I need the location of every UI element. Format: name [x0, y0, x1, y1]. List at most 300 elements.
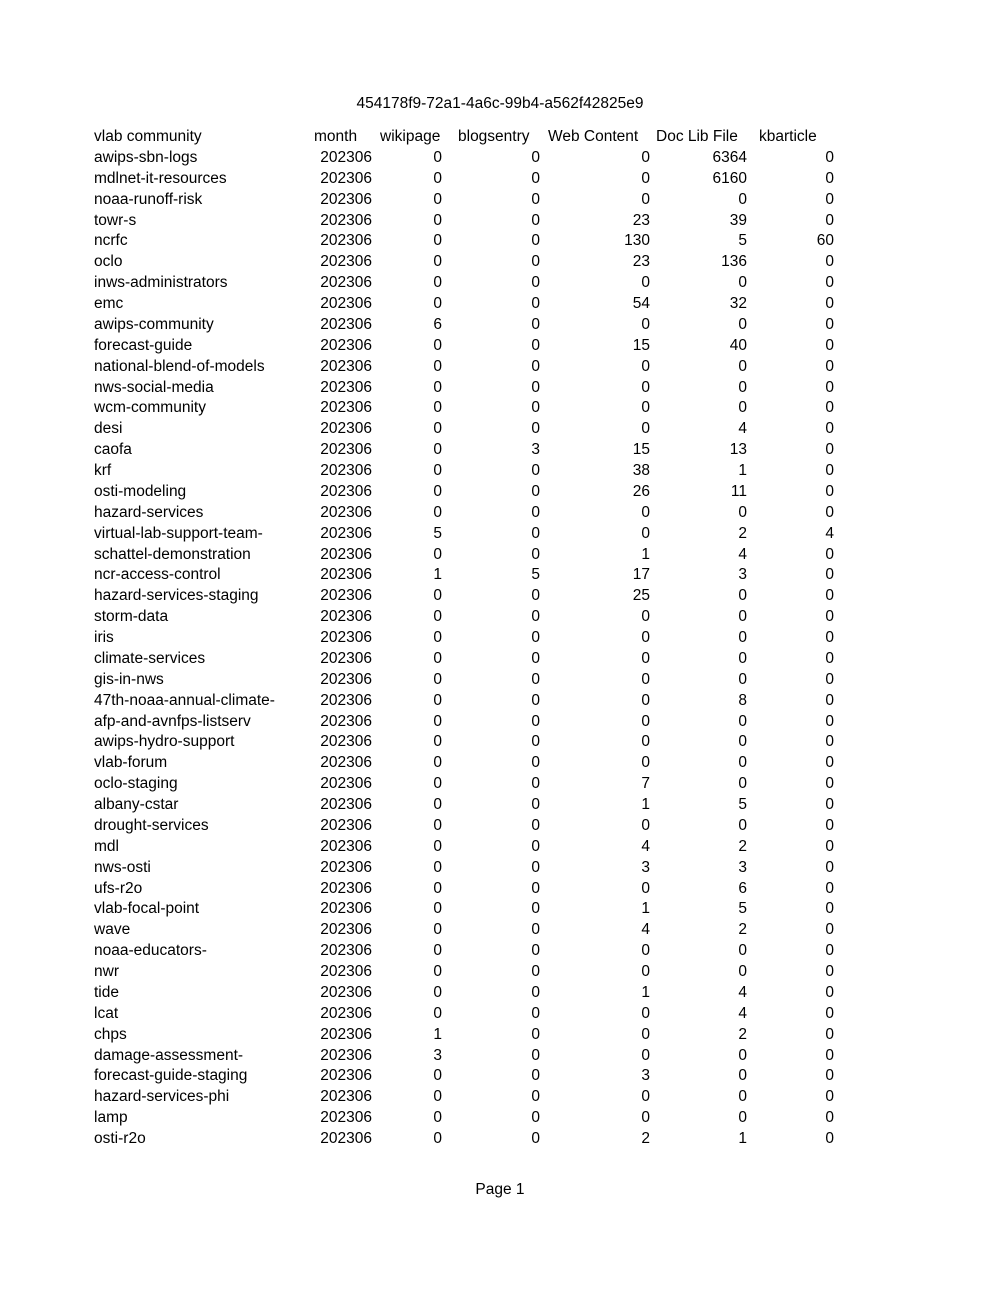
doc-lib-file-cell: 4 [738, 545, 747, 563]
community-cell: mdl [94, 837, 119, 855]
table-row [94, 1108, 834, 1129]
community-cell: hazard-services-staging [94, 587, 259, 605]
web-content-cell: 0 [641, 649, 650, 667]
doc-lib-file-cell: 0 [738, 816, 747, 834]
wikipage-cell: 0 [433, 712, 442, 730]
wikipage-cell: 0 [433, 169, 442, 187]
doc-lib-file-cell: 4 [738, 1004, 747, 1022]
web-content-cell: 25 [632, 587, 650, 605]
wikipage-cell: 0 [433, 148, 442, 166]
table-row [94, 190, 834, 211]
community-cell: ncr-access-control [94, 566, 221, 584]
table-row [94, 482, 834, 503]
table-row [94, 983, 834, 1004]
web-content-cell: 0 [641, 399, 650, 417]
community-cell: ncrfc [94, 232, 128, 250]
blogsentry-cell: 0 [531, 148, 540, 166]
table-row [94, 398, 834, 419]
wikipage-cell: 6 [433, 315, 442, 333]
blogsentry-cell: 0 [531, 545, 540, 563]
wikipage-cell: 0 [433, 921, 442, 939]
table-row [94, 858, 834, 879]
blogsentry-cell: 0 [531, 524, 540, 542]
month-cell: 202306 [320, 712, 372, 730]
community-cell: forecast-guide-staging [94, 1067, 248, 1085]
table-row [94, 273, 834, 294]
community-cell: towr-s [94, 211, 137, 229]
doc-lib-file-cell: 1 [738, 1130, 747, 1147]
table-row [94, 691, 834, 712]
wikipage-cell: 0 [433, 816, 442, 834]
wikipage-cell: 0 [433, 295, 442, 312]
blogsentry-cell: 0 [531, 1130, 540, 1147]
web-content-cell: 54 [632, 295, 650, 312]
blogsentry-cell: 0 [531, 649, 540, 667]
kbarticle-cell: 0 [825, 587, 834, 605]
wikipage-cell: 0 [433, 1088, 442, 1106]
month-cell: 202306 [320, 1025, 372, 1043]
month-cell: 202306 [320, 1130, 372, 1147]
community-cell: lamp [94, 1109, 128, 1127]
kbarticle-cell: 0 [825, 983, 834, 1001]
table-row [94, 899, 834, 920]
community-cell: albany-cstar [94, 796, 179, 813]
wikipage-cell: 0 [433, 733, 442, 751]
wikipage-cell: 0 [433, 754, 442, 772]
web-content-cell: 0 [641, 963, 650, 980]
web-content-cell: 4 [641, 837, 650, 855]
doc-lib-file-cell: 5 [738, 900, 747, 918]
wikipage-cell: 0 [433, 796, 442, 813]
month-cell: 202306 [320, 462, 372, 479]
month-cell: 202306 [320, 775, 372, 793]
blogsentry-cell: 0 [531, 983, 540, 1001]
month-cell: 202306 [320, 148, 372, 166]
blogsentry-cell: 0 [531, 399, 540, 417]
web-content-cell: 0 [641, 357, 650, 375]
month-cell: 202306 [320, 608, 372, 626]
web-content-cell: 23 [632, 253, 650, 271]
web-content-cell: 0 [641, 816, 650, 834]
blogsentry-cell: 0 [531, 274, 540, 292]
blogsentry-cell: 0 [531, 921, 540, 939]
community-cell: drought-services [94, 816, 209, 834]
web-content-cell: 0 [641, 608, 650, 626]
kbarticle-cell: 0 [825, 503, 834, 521]
community-cell: tide [94, 983, 119, 1001]
month-cell: 202306 [320, 441, 372, 459]
blogsentry-cell: 0 [531, 837, 540, 855]
table-row [94, 879, 834, 900]
month-cell: 202306 [320, 545, 372, 563]
kbarticle-cell: 0 [825, 148, 834, 166]
blogsentry-cell: 0 [531, 879, 540, 897]
month-cell: 202306 [320, 420, 372, 438]
doc-lib-file-cell: 0 [738, 1046, 747, 1064]
kbarticle-cell: 0 [825, 796, 834, 813]
month-cell: 202306 [320, 963, 372, 980]
blogsentry-cell: 0 [531, 733, 540, 751]
web-content-cell: 23 [632, 211, 650, 229]
wikipage-cell: 0 [433, 775, 442, 793]
doc-lib-file-cell: 3 [738, 858, 747, 876]
kbarticle-cell: 0 [825, 858, 834, 876]
wikipage-cell: 0 [433, 378, 442, 396]
community-cell: osti-r2o [94, 1130, 146, 1147]
kbarticle-cell: 0 [825, 775, 834, 793]
web-content-cell: 0 [641, 378, 650, 396]
community-cell: caofa [94, 441, 132, 459]
month-cell: 202306 [320, 1109, 372, 1127]
blogsentry-cell: 0 [531, 900, 540, 918]
doc-lib-file-cell: 5 [738, 796, 747, 813]
web-content-cell: 0 [641, 712, 650, 730]
doc-lib-file-cell: 136 [721, 253, 747, 271]
doc-lib-file-cell: 4 [738, 983, 747, 1001]
month-cell: 202306 [320, 754, 372, 772]
table-row [94, 1004, 834, 1025]
month-cell: 202306 [320, 315, 372, 333]
month-cell: 202306 [320, 336, 372, 354]
community-cell: forecast-guide [94, 336, 193, 354]
wikipage-cell: 0 [433, 879, 442, 897]
web-content-cell: 0 [641, 754, 650, 772]
community-cell: oclo-staging [94, 775, 178, 793]
web-content-cell: 0 [641, 691, 650, 709]
community-cell: virtual-lab-support-team- [94, 524, 263, 542]
table-row [94, 1025, 834, 1046]
web-content-cell: 1 [641, 900, 650, 918]
wikipage-cell: 0 [433, 253, 442, 271]
kbarticle-cell: 0 [825, 733, 834, 751]
kbarticle-cell: 0 [825, 1067, 834, 1085]
web-content-cell: 0 [641, 1109, 650, 1127]
kbarticle-cell: 0 [825, 441, 834, 459]
doc-lib-file-cell: 2 [738, 837, 747, 855]
header-wikipage: wikipage [380, 128, 441, 145]
web-content-cell: 0 [641, 274, 650, 292]
blogsentry-cell: 0 [531, 1046, 540, 1064]
web-content-cell: 0 [641, 629, 650, 646]
wikipage-cell: 0 [433, 232, 442, 250]
wikipage-cell: 5 [433, 524, 442, 542]
doc-lib-file-cell: 0 [738, 629, 747, 646]
blogsentry-cell: 0 [531, 858, 540, 876]
blogsentry-cell: 0 [531, 963, 540, 980]
table-row [94, 336, 834, 357]
doc-lib-file-cell: 0 [738, 274, 747, 292]
wikipage-cell: 0 [433, 357, 442, 375]
table-row [94, 1087, 834, 1108]
web-content-cell: 4 [641, 921, 650, 939]
month-cell: 202306 [320, 1004, 372, 1022]
kbarticle-cell: 0 [825, 420, 834, 438]
month-cell: 202306 [320, 211, 372, 229]
community-cell: emc [94, 295, 124, 312]
month-cell: 202306 [320, 796, 372, 813]
blogsentry-cell: 0 [531, 336, 540, 354]
kbarticle-cell: 0 [825, 566, 834, 584]
kbarticle-cell: 0 [825, 1088, 834, 1106]
kbarticle-cell: 0 [825, 649, 834, 667]
community-cell: lcat [94, 1004, 119, 1022]
community-cell: awips-community [94, 315, 214, 333]
community-cell: awips-sbn-logs [94, 148, 198, 166]
table-row [94, 732, 834, 753]
community-cell: nws-osti [94, 858, 151, 876]
community-cell: wave [94, 921, 131, 939]
kbarticle-cell: 0 [825, 837, 834, 855]
document-title: 454178f9-72a1-4a6c-99b4-a562f42825e9 [356, 95, 644, 112]
blogsentry-cell: 0 [531, 1088, 540, 1106]
header-kbarticle: kbarticle [759, 128, 817, 145]
doc-lib-file-cell: 0 [738, 357, 747, 375]
table-row [94, 294, 834, 315]
doc-lib-file-cell: 2 [738, 524, 747, 542]
web-content-cell: 0 [641, 169, 650, 187]
doc-lib-file-cell: 32 [729, 295, 747, 312]
wikipage-cell: 0 [433, 963, 442, 980]
doc-lib-file-cell: 0 [738, 670, 747, 688]
blogsentry-cell: 0 [531, 587, 540, 605]
wikipage-cell: 0 [433, 1109, 442, 1127]
community-cell: nws-social-media [94, 378, 214, 396]
month-cell: 202306 [320, 524, 372, 542]
table-row [94, 649, 834, 670]
doc-lib-file-cell: 0 [738, 315, 747, 333]
wikipage-cell: 0 [433, 274, 442, 292]
community-cell: damage-assessment- [94, 1046, 244, 1064]
community-cell: krf [94, 462, 112, 479]
table-row [94, 231, 834, 252]
table-row [94, 1129, 834, 1150]
table-row [94, 211, 834, 232]
blogsentry-cell: 0 [531, 232, 540, 250]
month-cell: 202306 [320, 816, 372, 834]
kbarticle-cell: 0 [825, 1004, 834, 1022]
community-cell: inws-administrators [94, 274, 228, 292]
web-content-cell: 0 [641, 503, 650, 521]
kbarticle-cell: 0 [825, 712, 834, 730]
doc-lib-file-cell: 2 [738, 1025, 747, 1043]
community-cell: 47th-noaa-annual-climate- [94, 691, 275, 709]
community-cell: hazard-services-phi [94, 1088, 230, 1106]
kbarticle-cell: 0 [825, 462, 834, 479]
web-content-cell: 130 [624, 232, 650, 250]
wikipage-cell: 0 [433, 1130, 442, 1147]
web-content-cell: 0 [641, 190, 650, 208]
blogsentry-cell: 0 [531, 1025, 540, 1043]
blogsentry-cell: 0 [531, 357, 540, 375]
web-content-cell: 17 [632, 566, 650, 584]
kbarticle-cell: 0 [825, 1025, 834, 1043]
web-content-cell: 38 [632, 462, 650, 479]
month-cell: 202306 [320, 670, 372, 688]
community-cell: gis-in-nws [94, 670, 164, 688]
web-content-cell: 15 [632, 441, 650, 459]
community-cell: desi [94, 420, 123, 438]
community-cell: national-blend-of-models [94, 357, 265, 375]
kbarticle-cell: 0 [825, 211, 834, 229]
web-content-cell: 0 [641, 1004, 650, 1022]
header-blogsentry: blogsentry [458, 128, 530, 145]
table-row [94, 670, 834, 691]
kbarticle-cell: 0 [825, 1109, 834, 1127]
wikipage-cell: 0 [433, 211, 442, 229]
wikipage-cell: 0 [433, 441, 442, 459]
doc-lib-file-cell: 11 [730, 482, 747, 500]
table-row [94, 941, 834, 962]
table-row [94, 419, 834, 440]
month-cell: 202306 [320, 190, 372, 208]
community-cell: vlab-focal-point [94, 900, 200, 918]
web-content-cell: 0 [641, 879, 650, 897]
community-cell: osti-modeling [94, 482, 187, 500]
month-cell: 202306 [320, 482, 372, 500]
table-row [94, 545, 834, 566]
wikipage-cell: 0 [433, 1004, 442, 1022]
table-row [94, 440, 834, 461]
month-cell: 202306 [320, 169, 372, 187]
month-cell: 202306 [320, 357, 372, 375]
month-cell: 202306 [320, 983, 372, 1001]
web-content-cell: 1 [641, 796, 650, 813]
table-row [94, 837, 834, 858]
doc-lib-file-cell: 0 [738, 190, 747, 208]
doc-lib-file-cell: 3 [738, 566, 747, 584]
blogsentry-cell: 0 [531, 211, 540, 229]
month-cell: 202306 [320, 566, 372, 584]
kbarticle-cell: 60 [816, 232, 834, 250]
community-cell: nwr [94, 963, 119, 980]
month-cell: 202306 [320, 503, 372, 521]
kbarticle-cell: 0 [825, 315, 834, 333]
month-cell: 202306 [320, 900, 372, 918]
table-row [94, 628, 834, 649]
community-cell: awips-hydro-support [94, 733, 235, 751]
doc-lib-file-cell: 0 [738, 378, 747, 396]
kbarticle-cell: 0 [825, 691, 834, 709]
kbarticle-cell: 0 [825, 816, 834, 834]
wikipage-cell: 0 [433, 336, 442, 354]
wikipage-cell: 0 [433, 900, 442, 918]
community-cell: noaa-educators- [94, 942, 207, 960]
table-row [94, 148, 834, 169]
web-content-cell: 1 [641, 983, 650, 1001]
wikipage-cell: 0 [433, 649, 442, 667]
table-row [94, 795, 834, 816]
wikipage-cell: 1 [433, 566, 442, 584]
kbarticle-cell: 0 [825, 754, 834, 772]
community-cell: schattel-demonstration [94, 545, 251, 563]
blogsentry-cell: 0 [531, 253, 540, 271]
wikipage-cell: 0 [433, 983, 442, 1001]
wikipage-cell: 0 [433, 503, 442, 521]
table-row [94, 378, 834, 399]
doc-lib-file-cell: 2 [738, 921, 747, 939]
doc-lib-file-cell: 39 [729, 211, 747, 229]
blogsentry-cell: 0 [531, 1067, 540, 1085]
wikipage-cell: 0 [433, 587, 442, 605]
blogsentry-cell: 0 [531, 1004, 540, 1022]
table-row [94, 252, 834, 273]
wikipage-cell: 0 [433, 399, 442, 417]
table-row [94, 712, 834, 733]
community-stats-table [94, 127, 834, 1150]
web-content-cell: 2 [641, 1130, 650, 1147]
community-cell: mdlnet-it-resources [94, 169, 227, 187]
blogsentry-cell: 0 [531, 1109, 540, 1127]
kbarticle-cell: 0 [825, 190, 834, 208]
month-cell: 202306 [320, 399, 372, 417]
web-content-cell: 1 [641, 545, 650, 563]
kbarticle-cell: 0 [825, 900, 834, 918]
kbarticle-cell: 0 [825, 629, 834, 646]
kbarticle-cell: 0 [825, 921, 834, 939]
kbarticle-cell: 4 [825, 524, 834, 542]
doc-lib-file-cell: 0 [738, 649, 747, 667]
table-row [94, 816, 834, 837]
header-vlab-community: vlab community [94, 128, 202, 145]
wikipage-cell: 0 [433, 837, 442, 855]
kbarticle-cell: 0 [825, 545, 834, 563]
wikipage-cell: 0 [433, 608, 442, 626]
web-content-cell: 0 [641, 1046, 650, 1064]
table-body [94, 148, 834, 1150]
kbarticle-cell: 0 [825, 399, 834, 417]
web-content-cell: 0 [641, 670, 650, 688]
kbarticle-cell: 0 [825, 336, 834, 354]
month-cell: 202306 [320, 837, 372, 855]
wikipage-cell: 0 [433, 420, 442, 438]
month-cell: 202306 [320, 1067, 372, 1085]
month-cell: 202306 [320, 253, 372, 271]
month-cell: 202306 [320, 733, 372, 751]
wikipage-cell: 0 [433, 545, 442, 563]
table-row [94, 315, 834, 336]
blogsentry-cell: 3 [531, 441, 540, 459]
header-doc-lib-file: Doc Lib File [656, 128, 738, 145]
wikipage-cell: 0 [433, 670, 442, 688]
month-cell: 202306 [320, 1088, 372, 1106]
blogsentry-cell: 0 [531, 169, 540, 187]
community-cell: noaa-runoff-risk [94, 190, 203, 208]
blogsentry-cell: 0 [531, 420, 540, 438]
community-cell: afp-and-avnfps-listserv [94, 712, 251, 730]
blogsentry-cell: 0 [531, 629, 540, 646]
month-cell: 202306 [320, 879, 372, 897]
doc-lib-file-cell: 0 [738, 608, 747, 626]
kbarticle-cell: 0 [825, 879, 834, 897]
table-row [94, 524, 834, 545]
community-cell: ufs-r2o [94, 879, 143, 897]
blogsentry-cell: 5 [531, 566, 540, 584]
doc-lib-file-cell: 0 [738, 754, 747, 772]
wikipage-cell: 0 [433, 629, 442, 646]
blogsentry-cell: 0 [531, 378, 540, 396]
web-content-cell: 3 [641, 858, 650, 876]
month-cell: 202306 [320, 649, 372, 667]
doc-lib-file-cell: 0 [738, 712, 747, 730]
month-cell: 202306 [320, 295, 372, 312]
doc-lib-file-cell: 5 [738, 232, 747, 250]
doc-lib-file-cell: 0 [738, 503, 747, 521]
doc-lib-file-cell: 6364 [712, 148, 747, 166]
community-cell: climate-services [94, 649, 206, 667]
doc-lib-file-cell: 40 [729, 336, 747, 354]
web-content-cell: 0 [641, 420, 650, 438]
header-month: month [314, 128, 358, 145]
